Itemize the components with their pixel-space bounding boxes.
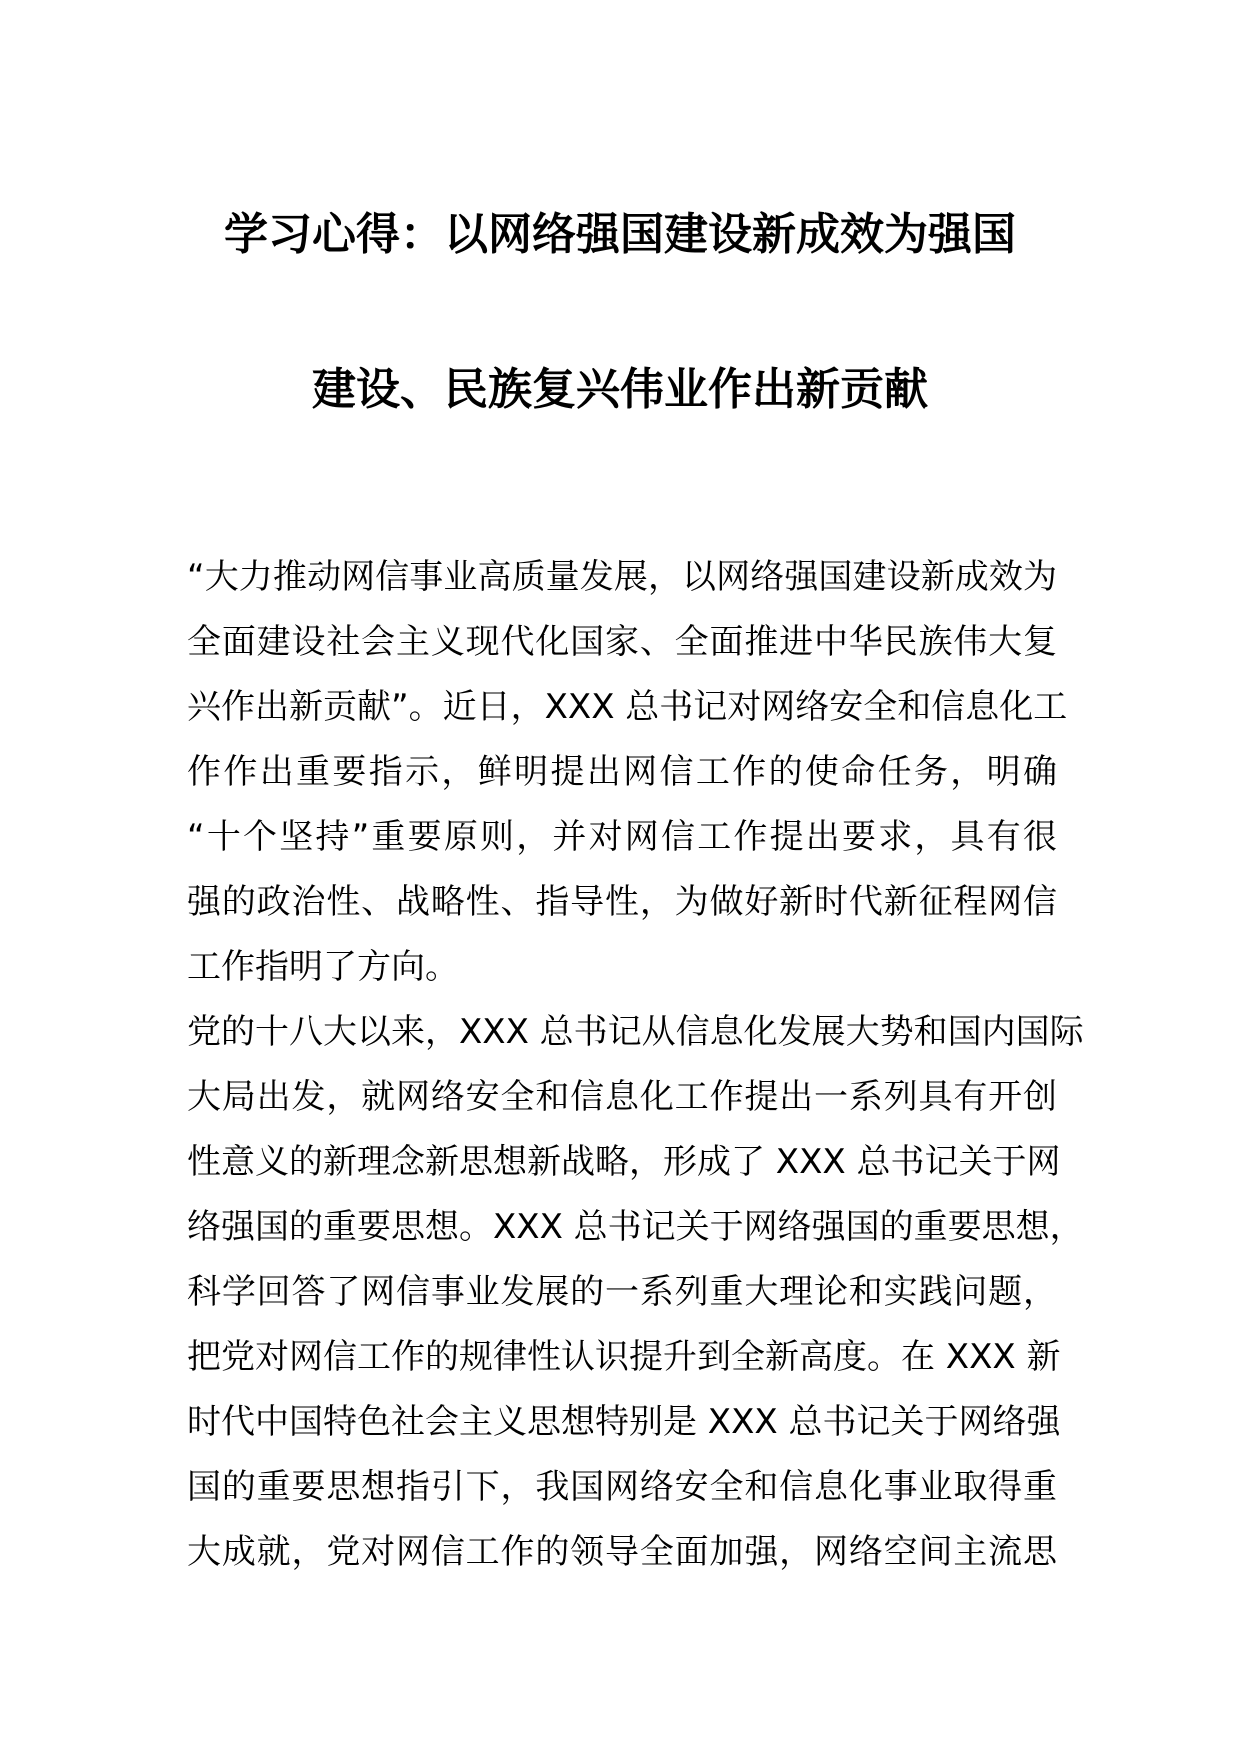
text-line: 工作指明了方向。 xyxy=(187,947,459,987)
text-line: “十个坚持”重要原则，并对网信工作提出要求，具有很 xyxy=(187,817,1057,857)
paragraph-1 xyxy=(187,545,1068,1000)
text-line: 强的政治性、战略性、指导性，为做好新时代新征程网信 xyxy=(187,882,1057,922)
text-line: 科学回答了网信事业发展的一系列重大理论和实践问题， xyxy=(187,1272,1057,1312)
text-line: 把党对网信工作的规律性认识提升到全新高度。在 XXX 新 xyxy=(187,1337,1061,1377)
document-body xyxy=(187,545,1084,1585)
text-line: 络强国的重要思想。XXX 总书记关于网络强国的重要思想， xyxy=(187,1207,1084,1247)
text-line: 性意义的新理念新思想新战略，形成了 XXX 总书记关于网 xyxy=(187,1142,1061,1182)
text-line: 党的十八大以来，XXX 总书记从信息化发展大势和国内国际 xyxy=(187,1012,1084,1052)
document-title-line-1: 学习心得：以网络强国建设新成效为强国 xyxy=(224,209,1016,260)
text-line: 大成就，党对网信工作的领导全面加强，网络空间主流思 xyxy=(187,1532,1057,1572)
text-line: “大力推动网信事业高质量发展，以网络强国建设新成效为 xyxy=(187,557,1057,597)
text-line: 全面建设社会主义现代化国家、全面推进中华民族伟大复 xyxy=(187,622,1057,662)
paragraph-2 xyxy=(187,1000,1084,1585)
text-line: 兴作出新贡献”。近日，XXX 总书记对网络安全和信息化工 xyxy=(187,687,1068,727)
document-title-line-2: 建设、民族复兴伟业作出新贡献 xyxy=(312,364,928,415)
text-line: 作作出重要指示，鲜明提出网信工作的使命任务，明确 xyxy=(187,752,1057,792)
text-line: 国的重要思想指引下，我国网络安全和信息化事业取得重 xyxy=(187,1467,1057,1507)
text-line: 大局出发，就网络安全和信息化工作提出一系列具有开创 xyxy=(187,1077,1057,1117)
text-line: 时代中国特色社会主义思想特别是 XXX 总书记关于网络强 xyxy=(187,1402,1061,1442)
